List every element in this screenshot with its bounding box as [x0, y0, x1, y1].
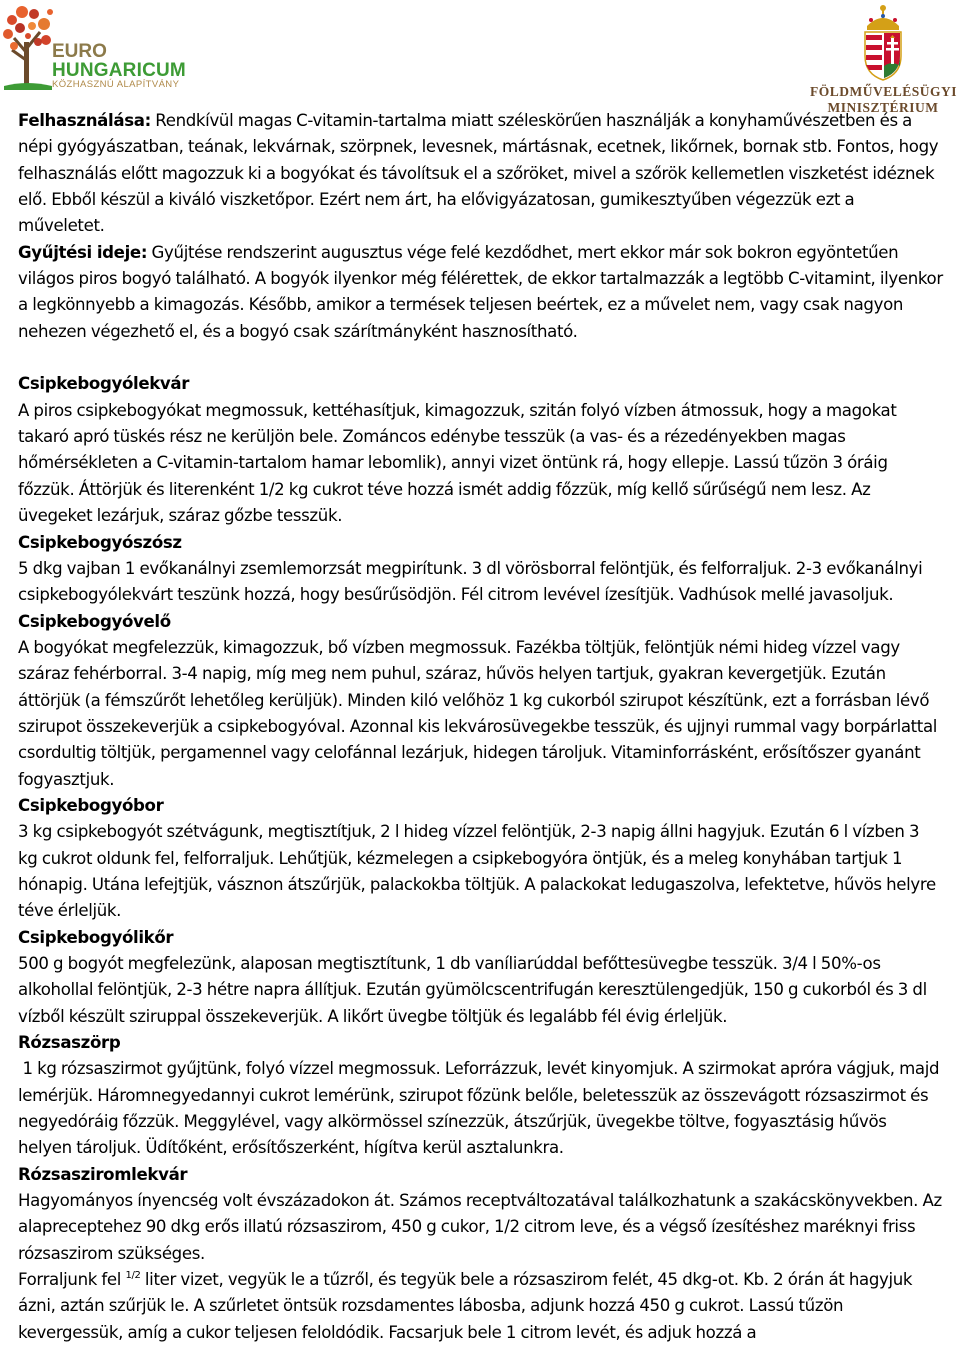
logo-euro-text: EURO	[52, 41, 107, 62]
ministry-name-line1: FÖLDMŰVELÉSÜGYI	[810, 84, 958, 99]
recipe-text: A piros csipkebogyókat megmossuk, kettéhasítjuk, kimagozzuk, szitán folyó vízben átmossuk, hogy a magokat takaró apró tüskés rész ne kerüljön bele. Zománcos edénybe tesszük (a vas- és a rézedényekben magas hőmérsékleten a C-vitamin-tartalom hamar lebomlik), annyi vizet öntünk rá, hogy ellepje. Lassú tűzön 3 óráig főzzük. Áttörjük és literenként 1/2 kg cukrot téve hozzá ismét addig főzzük, míg kellő sűrűségű nem lesz. Az üvegeket lezárjuk, száraz gőzbe tesszük.	[18, 400, 897, 526]
recipe-text: 3 kg csipkebogyót szétvágunk, megtisztítjuk, 2 l hideg vízzel felöntjük, 2-3 napig állni hagyjuk. Ezután 6 l vízben 3 kg cukrot oldunk fel, felforraljuk. Lehűtjük, kézmelegen a csipkebogyóra öntjük, és a meleg konyhában tartjuk 1 hónapig. Utána lefejtjük, vásznon átszűrjük, palackokba töltjük. A palackokat ledugaszolva, lefektetve, hűvös helyre téve érleljük.	[18, 822, 936, 921]
recipe-text	[18, 1267, 943, 1346]
euro-hungaricum-logo	[0, 0, 200, 95]
recipe-title: Csipkebogyószósz	[18, 532, 182, 552]
recipe-text: 1 kg rózsaszirmot gyűjtünk, folyó vízzel megmossuk. Leforrázzuk, levét kinyomjuk. A szirmokat apróra vágjuk, majd lemérjük. Háromnegyedannyi cukrot lemérünk, szirupot főzünk belőle, beletesszük az összevágott rózsaszirmot és negyedóráig főzzük. Meggylével, vagy alkörmössel színezzük, átszűrjük, üvegekbe töltve, fogyasztásig hűvös helyen tároljuk. Üdítőként, erősítőszerként, hígítva kerül asztalunkra.	[18, 1059, 944, 1158]
recipe-text: 5 dkg vajban 1 evőkanálnyi zsemlemorzsát megpirítunk. 3 dl vörösborral felöntjük, és felforraljuk. 2-3 evőkanálnyi csipkebogyólekvárt teszünk hozzá, hogy besűrűsödjön. Fél citrom levével ízesítjük. Vadhúsok mellé javasoljuk.	[18, 558, 923, 605]
usage-paragraph	[18, 108, 943, 240]
logo-hungaricum-text: HUNGARICUM	[52, 60, 186, 81]
recipe-title: Csipkebogyólikőr	[18, 927, 174, 947]
recipe-title: Rózsaszörp	[18, 1033, 121, 1053]
recipe-text: A bogyókat megfelezzük, kimagozzuk, bő vízben megmossuk. Fazékba töltjük, felöntjük némi hideg vízzel vagy száraz fehérborral. 3-4 napig, míg meg nem puhul, száraz, hűvös helyen tartjuk, gyakran kevergetjük. Ezután áttörjük (a fémszűrőt lehetőleg kerüljük). Minden kiló velőhöz 1 kg cukorból szirupot készítünk, ezt a forrásban lévő szirupot összekeverjük a csipkebogyóval. Azonnal kis lekvárosüvegekbe tesszük, és ujjnyi rummal vagy borpárlattal csordultig töltjük, pergamennel vagy celofánnal lezárjuk, hidegen tároljuk. Vitaminforrásként, erősítőszer gyanánt fogyasztjuk.	[18, 637, 938, 789]
recipe-title-part: Rózsaszirom	[18, 1164, 132, 1184]
recipe-title: Csipkebogyólekvár	[18, 374, 190, 394]
collection-paragraph	[18, 240, 943, 345]
recipe-title-part: lekvár	[131, 1164, 188, 1184]
recipe-title: Csipkebogyóbor	[18, 795, 164, 815]
usage-text: Rendkívül magas C-vitamin-tartalma miatt széleskörűen használják a konyhaművészetben és a népi gyógyászatban, teának, lekvárnak, szörpnek, levesnek, mártásnak, ecetnek, likőrnek, bornak stb. Fontos, hogy felhasználás előtt magozzuk ki a bogyókat és távolítsuk el a szőröket, mivel a szőrök kellemetlen viszketést idéznek elő. Ebből készül a kiváló viszketőpor. Ezért nem árt, ha elővigyázatosan, gumikesztyűben végezzük ezt a műveletet.	[18, 111, 939, 236]
collection-text: Gyűjtése rendszerint augusztus vége felé kezdődhet, mert ekkor már sok bokron egyöntetűen világos piros bogyó található. A bogyók ilyenkor még félérettek, de ekkor tartalmazzák a legtöbb C-vitamint, ilyenkor a legkönnyebb a kimagozás. Később, amikor a termések teljesen beértek, ez a művelet nem, vagy csak nagyon nehezen végezhető el, és a bogyó csak szárítmányként hasznosítható.	[18, 242, 943, 341]
usage-label: Felhasználása:	[18, 111, 151, 130]
fraction-superscript: 1/2	[125, 1270, 141, 1282]
logo-foundation-text: KÖZHASZNÚ ALAPÍTVÁNY	[52, 79, 180, 90]
recipe-text: 500 g bogyót megfelezünk, alaposan megtisztítunk, 1 db vaníliarúddal befőttesüvegbe tesszük. 3/4 l 50%-os alkohollal felöntjük, 2-3 hétre napra állítjuk. Ezután gyümölcscentrifugán keresztülengedjük, 150 g cukorból és 3 dl vízből készült sziruppal összekeverjük. A likőrt üvegbe töltjük és legalább fél évig érleljük.	[18, 954, 927, 1026]
hungarian-coat-of-arms-icon	[858, 2, 908, 82]
document-body	[18, 108, 943, 1346]
ministry-name-line2: MINISZTÉRIUM	[827, 100, 939, 115]
ministry-logo	[810, 0, 956, 120]
tree-icon	[2, 2, 54, 92]
blank-line	[18, 345, 943, 371]
recipe-text-part: Forraljunk fel	[18, 1270, 126, 1290]
recipe-title	[18, 1162, 943, 1188]
recipe-text: Hagyományos ínyencség volt évszázadokon át. Számos receptváltozatával találkozhatunk a szakácskönyvekben. Az alapreceptehez 90 dkg erős illatú rózsaszirom, 450 g cukor, 1/2 citrom leve, és a végső ízesítéshez maréknyi friss rózsaszirom szükséges.	[18, 1191, 942, 1263]
recipe-title: Csipkebogyóvelő	[18, 611, 171, 631]
recipe-text-part: liter vizet, vegyük le a tűzről, és tegyük bele a rózsaszirom felét, 45 dkg-ot. Kb. 2 órán át hagyjuk ázni, aztán szűrjük le. A szűrletet öntsük rozsdamentes lábosba, adjunk hozzá 450 g cukrot. Lassú tűzön kevergessük, amíg a cukor teljesen feloldódik. Facsarjuk bele 1 citrom levét, és adjuk hozzá a	[18, 1270, 913, 1342]
collection-label: Gyűjtési ideje:	[18, 242, 148, 262]
